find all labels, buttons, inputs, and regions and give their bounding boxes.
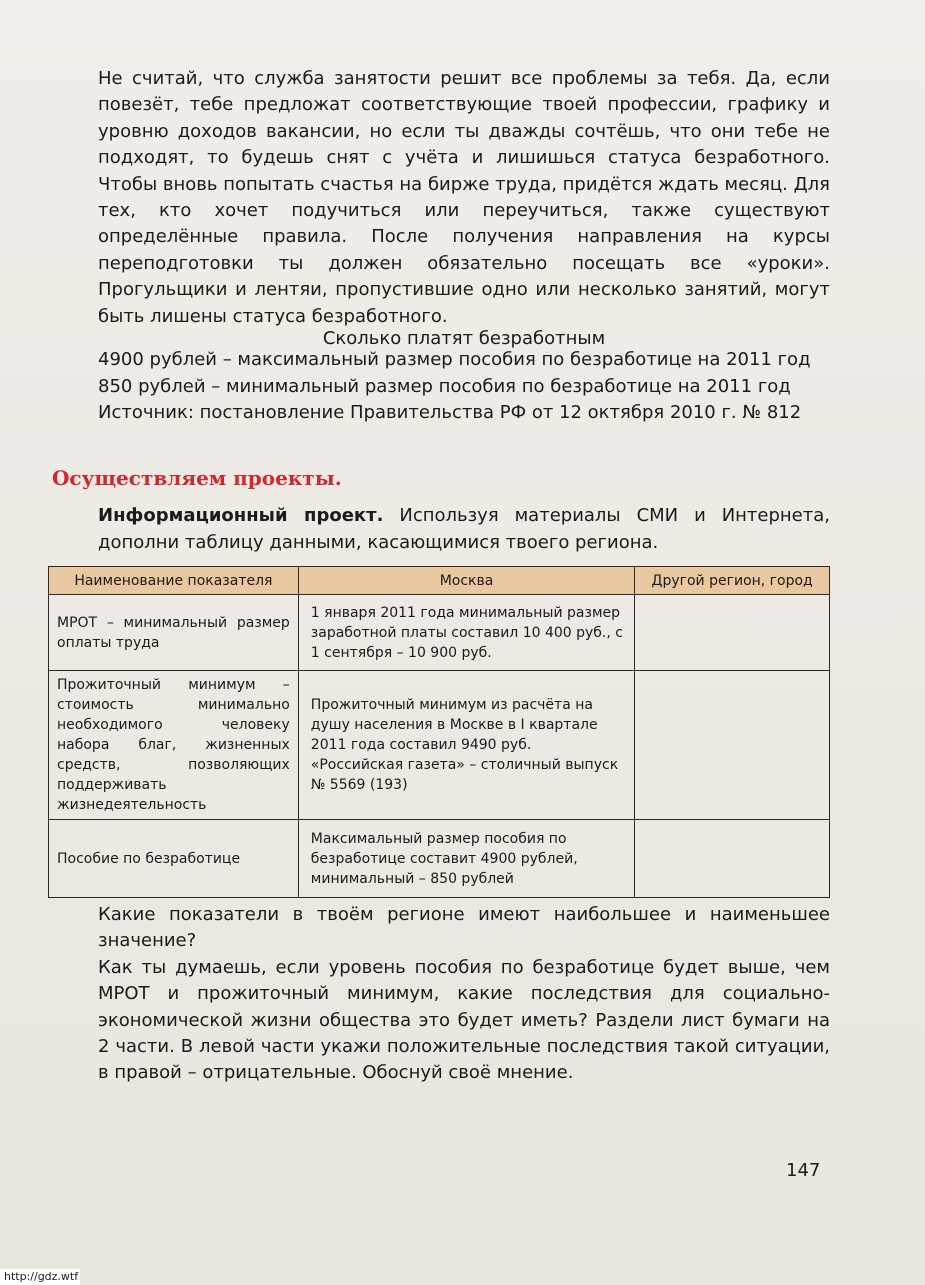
watermark-link[interactable]: http://gdz.wtf <box>0 1269 80 1285</box>
cell-indicator: МРОТ – минимальный размер оплаты труда <box>49 595 299 671</box>
page-number: 147 <box>786 1160 821 1181</box>
question-1: Какие показатели в твоём регионе имеют наибольшее и наименьшее значение? <box>98 904 830 952</box>
table-header-row <box>49 567 830 595</box>
question-2: Как ты думаешь, если уровень пособия по безработице будет выше, чем МРОТ и прожиточный минимум, какие последствия для социально-экономической жизни общества это будет иметь? Раздели лист бумаги на 2 части. В левой части укажи положительные последствия такой ситуации, в правой – отрицательные. Обоснуй своё мнение. <box>98 956 830 1084</box>
task-label: Информационный проект. <box>98 505 384 526</box>
cell-other-region <box>635 595 830 671</box>
indicators-table <box>48 566 830 898</box>
cell-moscow: Максимальный размер пособия по безработице составит 4900 рублей, минимальный – 850 рублей <box>298 820 635 898</box>
fact-min-benefit: 850 рублей – минимальный размер пособия по безработице на 2011 год <box>98 375 791 397</box>
payments-heading: Сколько платят безработным <box>322 328 606 349</box>
header-moscow: Москва <box>298 567 635 595</box>
cell-moscow-text: Прожиточный минимум из расчёта на душу населения в Москве в I квартале 2011 года составил 9490 руб. <box>310 697 598 753</box>
table-row <box>49 671 830 820</box>
fact-source: Источник: постановление Правительства РФ от 12 октября 2010 г. № 812 <box>98 402 802 423</box>
header-other-region: Другой регион, город <box>635 567 830 595</box>
cell-moscow-source: «Российская газета» – столичный выпуск № 5569 (193) <box>310 757 619 793</box>
table-row <box>49 820 830 898</box>
table-row <box>49 595 830 671</box>
cell-other-region <box>635 820 830 898</box>
fact-max-benefit: 4900 рублей – максимальный размер пособия по безработице на 2011 год <box>98 349 811 370</box>
cell-other-region <box>635 671 830 820</box>
cell-moscow <box>298 671 635 820</box>
task-text: Используя материалы СМИ и Интернета, дополни таблицу данными, касающимися твоего региона. <box>98 505 830 553</box>
intro-paragraph: Не считай, что служба занятости решит все проблемы за тебя. Да, если повезёт, тебе предложат соответствующие твоей профессии, графику и уровню доходов вакансии, но если ты дважды сочтёшь, что они тебе не подходят, то будешь снят с учёта и лишишься статуса безработного. Чтобы вновь попытать счастья на бирже труда, придётся ждать месяц. Для тех, кто хочет подучиться или переучиться, также существуют определённые правила. После получения направления на курсы переподготовки ты должен обязательно посещать все «уроки». Прогульщики и лентяи, пропустившие одно или несколько занятий, могут быть лишены статуса безработного. <box>98 68 830 327</box>
questions-block <box>98 902 830 1087</box>
cell-indicator: Прожиточный минимум – стоимость минимально необходимого человеку набора благ, жизненных средств, позволяющих поддерживать жизнедеятельность <box>49 671 299 820</box>
header-indicator: Наименование показателя <box>49 567 299 595</box>
cell-indicator: Пособие по безработице <box>49 820 299 898</box>
cell-moscow: 1 января 2011 года минимальный размер заработной платы составил 10 400 руб., с 1 сентября – 10 900 руб. <box>298 595 635 671</box>
task-paragraph <box>98 502 830 556</box>
section-heading: Осуществляем проекты. <box>52 466 342 490</box>
payment-facts <box>98 347 838 427</box>
